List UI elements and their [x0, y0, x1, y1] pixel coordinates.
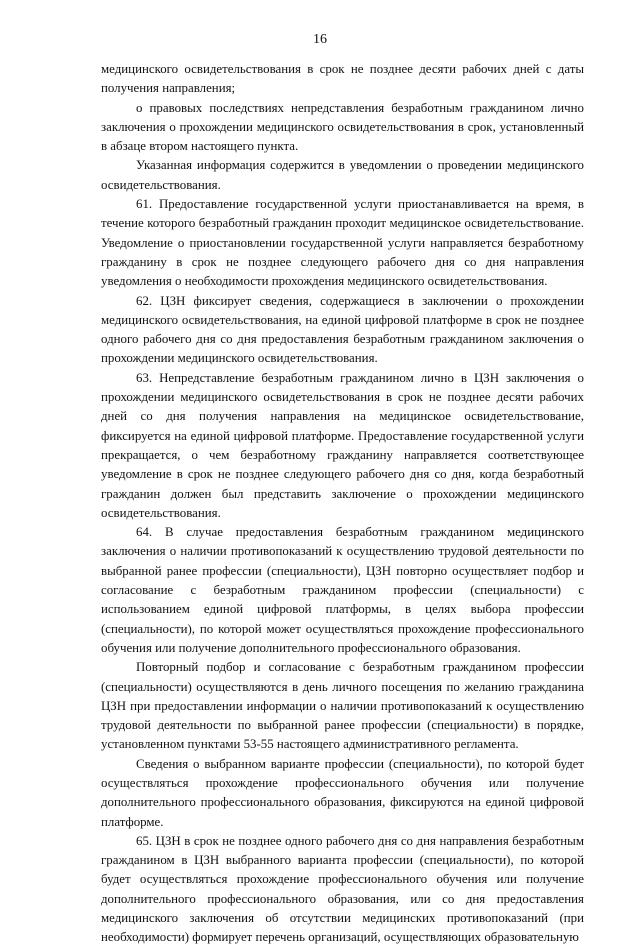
paragraph-selected-profession: Сведения о выбранном варианте профессии (специальности), по которой будет осуществляться прохождение профессионального обучения или получение дополнительного профессионального образования, фиксируются на единой цифровой платформе.: [101, 756, 584, 829]
paragraph-continued: медицинского освидетельствования в срок не позднее десяти рабочих дней с даты получения направления;: [101, 62, 584, 96]
paragraph-notice-info: Указанная информация содержится в уведомлении о проведении медицинского освидетельствования.: [101, 158, 584, 192]
paragraph-repeat-selection: Повторный подбор и согласование с безработным гражданином профессии (специальности) осуществляются в день личного посещения по желанию гражданина ЦЗН при предоставлении информации о наличии противопоказаний к осуществлению трудовой деятельности по выбранной ранее профессии (специальности) в порядке, установленном пунктами 53-55 настоящего административного регламента.: [101, 660, 584, 752]
paragraph-item-65: 65. ЦЗН в срок не позднее одного рабочего дня со дня направления безработным гражданином в ЦЗН выбранного варианта профессии (специальности), по которой будет осуществляться прохождение профессионального обучения или получение дополнительного профессионального образования, или со дня предоставления медицинского заключения об отсутствии медицинских противопоказаний (при необходимости) формирует перечень организаций, осуществляющих образовательную: [101, 833, 584, 945]
page-number: 16: [313, 32, 327, 47]
paragraph-item-63: 63. Непредставление безработным гражданином лично в ЦЗН заключения о прохождении медицинского освидетельствования в срок не позднее десяти рабочих дней со дня получения направления на медицинское освидетельствование, фиксируется на единой цифровой платформе. Предоставление государственной услуги прекращается, о чем безработному гражданину направляется соответствующее уведомление в срок не позднее следующего рабочего дня со дня, когда безработный гражданин должен был представить заключение о прохождении медицинского освидетельствования.: [101, 370, 584, 520]
paragraph-legal-consequences: о правовых последствиях непредставления безработным гражданином лично заключения о прохождении медицинского освидетельствования в срок, установленный в абзаце втором настоящего пункта.: [101, 100, 584, 154]
paragraph-item-64: 64. В случае предоставления безработным гражданином медицинского заключения о наличии противопоказаний к осуществлению трудовой деятельности по выбранной ранее профессии (специальности), ЦЗН повторно осуществляет подбор и согласование с безработным гражданином профессии (специальности) с использованием единой цифровой платформы, в целях выбора профессии (специальности), по которой может осуществляться прохождение профессионального обучения или получение дополнительного профессионального образования.: [101, 525, 584, 655]
paragraph-item-61: 61. Предоставление государственной услуги приостанавливается на время, в течение которого безработный гражданин проходит медицинское освидетельствование. Уведомление о приостановлении государственной услуги направляется безработному гражданину в срок не позднее следующего рабочего дня со дня направления уведомления о необходимости прохождения медицинского освидетельствования.: [101, 197, 584, 289]
document-body: [101, 60, 584, 948]
paragraph-item-62: 62. ЦЗН фиксирует сведения, содержащиеся в заключении о прохождении медицинского освидетельствования, на единой цифровой платформе в срок не позднее одного рабочего дня со дня предоставления безработным гражданином заключения о прохождении медицинского освидетельствования.: [101, 293, 584, 366]
